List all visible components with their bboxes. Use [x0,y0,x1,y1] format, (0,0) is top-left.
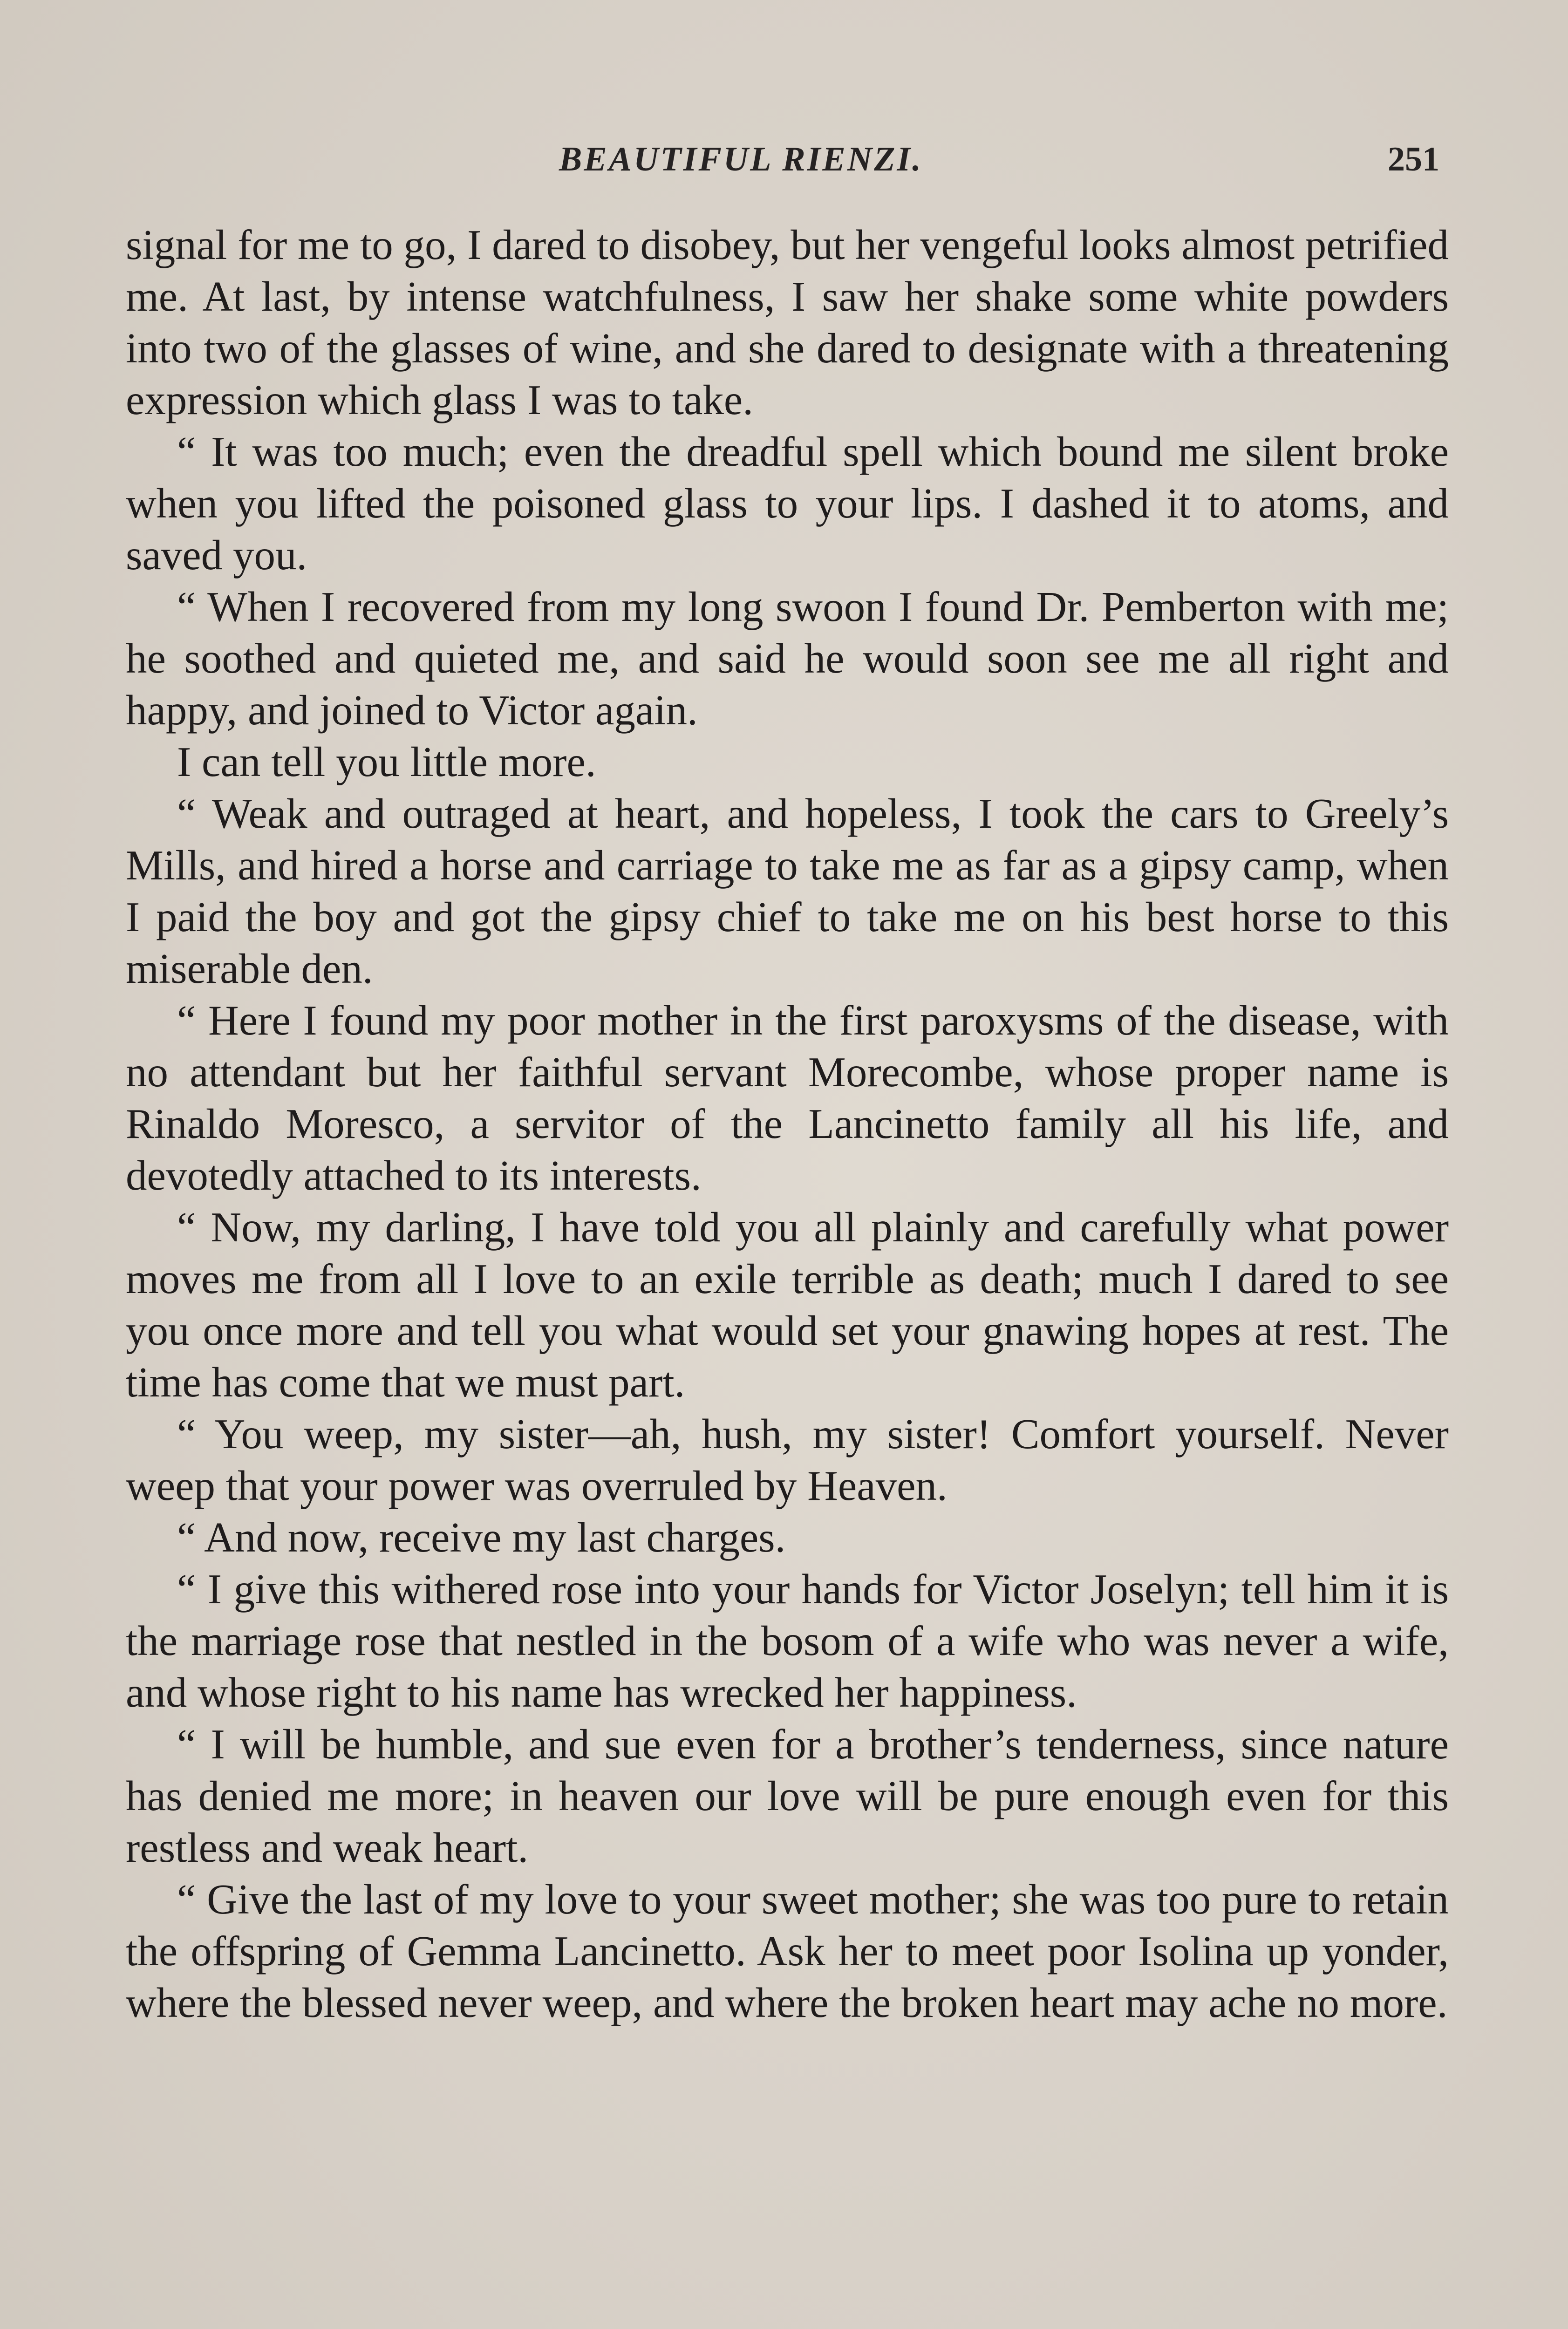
paragraph: “ When I recovered from my long swoon I found Dr. Pemberton with me; he soothed and quieted me, and said he would soon see me all right and happy, and joined to Victor again. [126,583,1449,734]
body-text [126,219,1449,2029]
paragraph: “ I will be humble, and sue even for a brother’s tenderness, since nature has denied me more; in heaven our love will be pure enough even for this restless and weak heart. [126,1721,1449,1871]
paragraph: “ And now, receive my last charges. [177,1514,786,1561]
paragraph: I can tell you little more. [177,738,596,785]
paragraph: “ I give this withered rose into your hands for Victor Joselyn; tell him it is the marriage rose that nestled in the bosom of a wife who was never a wife, and whose right to his name has wrecked her happiness. [126,1566,1449,1716]
running-head [126,140,1439,191]
paragraph: signal for me to go, I dared to disobey, but her vengeful looks almost petrified me. At last, by intense watchfulness, I saw her shake some white powders into two of the glasses of wine, and she dared to designate with a threatening expression which glass I was to take. [126,221,1449,423]
paragraph: “ You weep, my sister—ah, hush, my sister! Comfort yourself. Never weep that your power was overruled by Heaven. [126,1410,1449,1509]
paragraph: “ Now, my darling, I have told you all plainly and carefully what power moves me from all I love to an exile terrible as death; much I dared to see you once more and tell you what would set your gnawing hopes at rest. The time has come that we must part. [126,1204,1449,1406]
running-title: BEAUTIFUL RIENZI. [559,140,923,178]
paragraph: “ Give the last of my love to your sweet mother; she was too pure to retain the offspring of Gemma Lancinetto. Ask her to meet poor Isolina up yonder, where the blessed never weep, and where the broken heart may ache no more. [126,1876,1449,2026]
page-number: 251 [1388,140,1439,178]
paragraph: “ Here I found my poor mother in the first paroxysms of the disease, with no attendant but her faithful servant Morecombe, whose proper name is Rinaldo Moresco, a servitor of the Lancinetto family all his life, and devotedly attached to its interests. [126,997,1449,1199]
paragraph: “ It was too much; even the dreadful spell which bound me silent broke when you lifted the poisoned glass to your lips. I dashed it to atoms, and saved you. [126,428,1449,579]
paragraph: “ Weak and outraged at heart, and hopeless, I took the cars to Greely’s Mills, and hired a horse and carriage to take me as far as a gipsy camp, when I paid the boy and got the gipsy chief to take me on his best horse to this miserable den. [126,790,1449,992]
